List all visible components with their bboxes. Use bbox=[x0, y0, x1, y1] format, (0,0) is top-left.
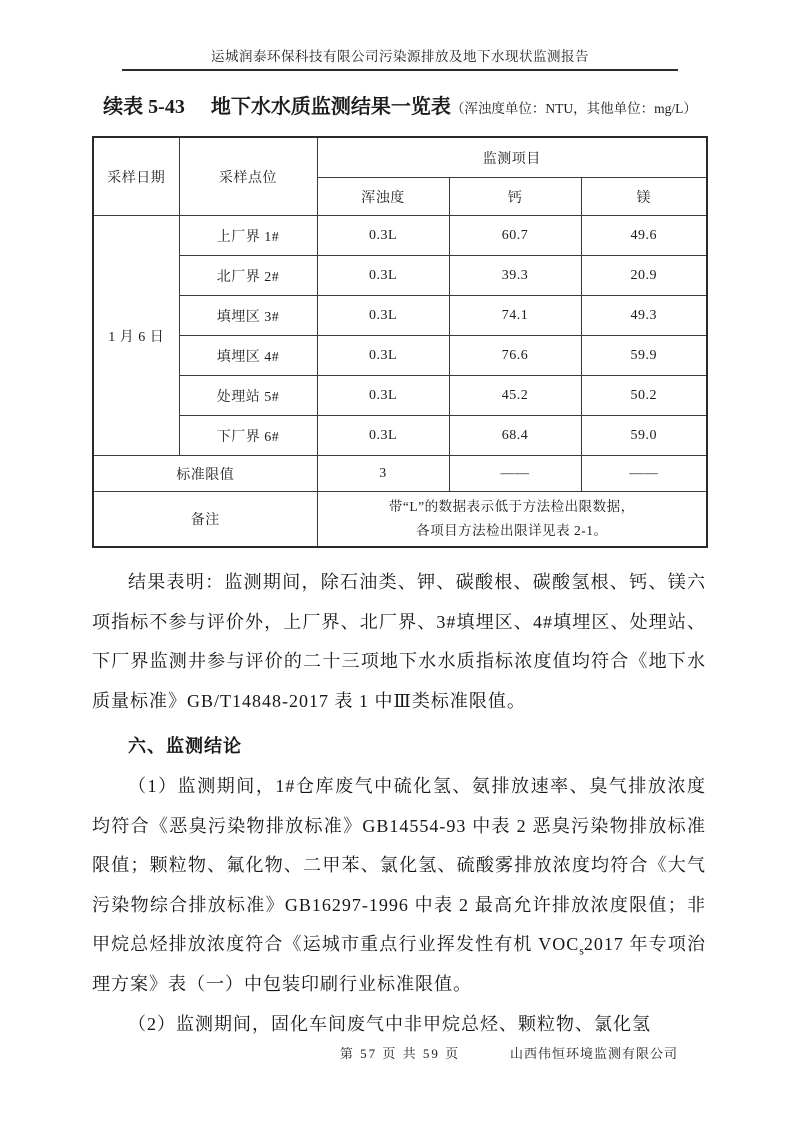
table-row bbox=[93, 256, 707, 296]
sample-point-cell: 填埋区 3# bbox=[179, 296, 317, 336]
vocs-subscript: s bbox=[579, 943, 584, 958]
remark-content bbox=[317, 492, 707, 548]
conclusion-1-text-cont: 2017 年专项治理方案》表（一）中包装印刷行业标准限值。 bbox=[92, 934, 706, 994]
calcium-cell: 60.7 bbox=[449, 216, 581, 256]
table-row bbox=[93, 296, 707, 336]
table-caption-title: 地下水水质监测结果一览表 bbox=[210, 96, 451, 118]
section-heading-conclusion: 六、监测结论 bbox=[128, 736, 242, 757]
calcium-cell: 45.2 bbox=[449, 376, 581, 416]
standard-limit-label: 标准限值 bbox=[93, 456, 317, 492]
table-row bbox=[93, 216, 707, 256]
col-header-monitor-items: 监测项目 bbox=[317, 137, 707, 178]
col-header-magnesium: 镁 bbox=[581, 178, 707, 216]
calcium-cell: 68.4 bbox=[449, 416, 581, 456]
magnesium-cell: 20.9 bbox=[581, 256, 707, 296]
footer-page-number: 第 57 页 共 59 页 bbox=[339, 1046, 461, 1061]
remark-row bbox=[93, 492, 707, 548]
limit-turbidity: 3 bbox=[317, 456, 449, 492]
footer-company-name: 山西伟恒环境监测有限公司 bbox=[509, 1046, 678, 1061]
result-paragraph: 结果表明：监测期间，除石油类、钾、碳酸根、碳酸氢根、钙、镁六项指标不参与评价外，上厂界、北厂界、3#填埋区、4#填埋区、处理站、下厂界监测井参与评价的二十三项地下水水质指标浓度值均符合《地下水质量标准》GB/T14848-2017 表 1 中Ⅲ类标准限值。 bbox=[92, 572, 706, 711]
magnesium-cell: 50.2 bbox=[581, 376, 707, 416]
col-header-turbidity: 浑浊度 bbox=[317, 178, 449, 216]
table-row bbox=[93, 376, 707, 416]
magnesium-cell: 59.0 bbox=[581, 416, 707, 456]
sample-point-cell: 处理站 5# bbox=[179, 376, 317, 416]
magnesium-cell: 59.9 bbox=[581, 336, 707, 376]
turbidity-cell: 0.3L bbox=[317, 376, 449, 416]
magnesium-cell: 49.3 bbox=[581, 296, 707, 336]
calcium-cell: 74.1 bbox=[449, 296, 581, 336]
turbidity-cell: 0.3L bbox=[317, 216, 449, 256]
sample-date-cell: 1 月 6 日 bbox=[93, 216, 179, 456]
turbidity-cell: 0.3L bbox=[317, 416, 449, 456]
col-header-calcium: 钙 bbox=[449, 178, 581, 216]
conclusion-paragraph-2: （2）监测期间，固化车间废气中非甲烷总烃、颗粒物、氯化氢 bbox=[128, 1013, 651, 1034]
turbidity-cell: 0.3L bbox=[317, 336, 449, 376]
conclusion-paragraph-1 bbox=[92, 767, 706, 1005]
page-footer bbox=[0, 1044, 800, 1064]
table-caption-number: 续表 5-43 bbox=[103, 96, 185, 118]
table-caption-units: （浑浊度单位：NTU，其他单位：mg/L） bbox=[450, 101, 697, 116]
standard-limit-row bbox=[93, 456, 707, 492]
calcium-cell: 76.6 bbox=[449, 336, 581, 376]
col-header-sample-date: 采样日期 bbox=[93, 137, 179, 216]
remark-line-2: 各项目方法检出限详见表 2-1。 bbox=[416, 523, 608, 538]
body-text bbox=[92, 563, 706, 1044]
sample-point-cell: 填埋区 4# bbox=[179, 336, 317, 376]
table-row bbox=[93, 416, 707, 456]
remark-label: 备注 bbox=[93, 492, 317, 548]
header-rule bbox=[122, 69, 678, 71]
turbidity-cell: 0.3L bbox=[317, 256, 449, 296]
sample-point-cell: 上厂界 1# bbox=[179, 216, 317, 256]
magnesium-cell: 49.6 bbox=[581, 216, 707, 256]
conclusion-1-text: （1）监测期间，1#仓库废气中硫化氢、氨排放速率、臭气排放浓度均符合《恶臭污染物排放标准》GB14554-93 中表 2 恶臭污染物排放标准限值；颗粒物、氟化物、二甲苯、氯化氢、硫酸雾排放浓度均符合《大气污染物综合排放标准》GB16297-1996 中表 2 最高允许排放浓度限值；非甲烷总烃排放浓度符合《运城市重点行业挥发性有机 VOC bbox=[92, 775, 706, 955]
limit-magnesium: —— bbox=[581, 456, 707, 492]
turbidity-cell: 0.3L bbox=[317, 296, 449, 336]
page-header-title: 运城润泰环保科技有限公司污染源排放及地下水现状监测报告 bbox=[211, 49, 589, 64]
sample-point-cell: 北厂界 2# bbox=[179, 256, 317, 296]
col-header-sample-point: 采样点位 bbox=[179, 137, 317, 216]
table-header-row-1 bbox=[93, 137, 707, 178]
table-caption bbox=[0, 94, 800, 122]
calcium-cell: 39.3 bbox=[449, 256, 581, 296]
groundwater-results-table bbox=[92, 136, 708, 548]
sample-point-cell: 下厂界 6# bbox=[179, 416, 317, 456]
limit-calcium: —— bbox=[449, 456, 581, 492]
table-row bbox=[93, 336, 707, 376]
page-header bbox=[0, 0, 800, 71]
remark-line-1: 带“L”的数据表示低于方法检出限数据， bbox=[388, 499, 635, 515]
